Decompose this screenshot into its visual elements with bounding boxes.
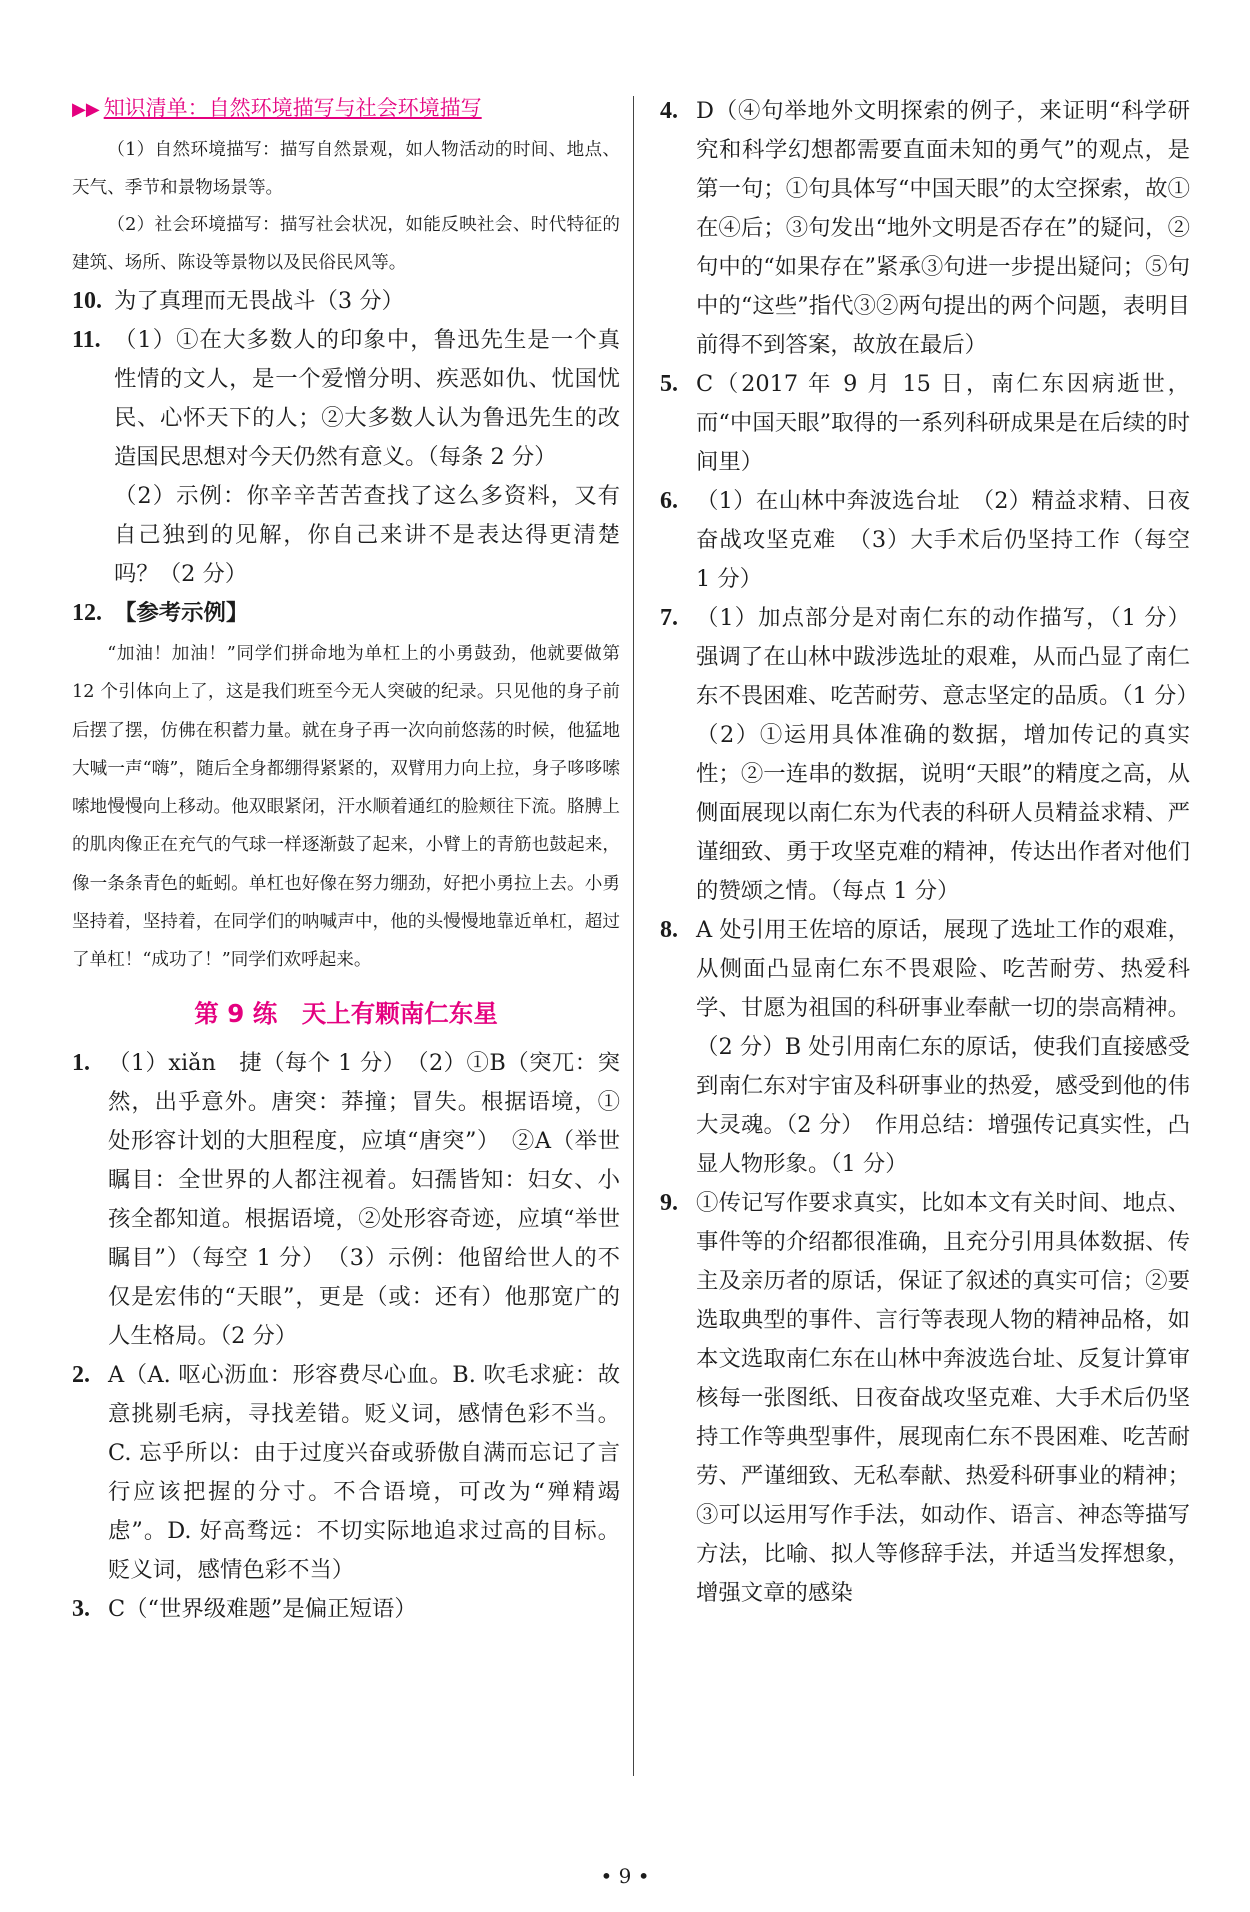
answer-number: 8. [660, 917, 678, 943]
reference-essay: “加油！加油！”同学们拼命地为单杠上的小勇鼓劲，他就要做第 12 个引体向上了，这是我们班至今无人突破的纪录。只见他的身子前后摆了摆，仿佛在积蓄力量。就在身子再一次向前悠荡的时候，他猛地大喊一声“嗨”，随后全身都绷得紧紧的，双臂用力向上拉，身子哆哆嗦嗦地慢慢向上移动。他双眼紧闭，汗水顺着通红的脸颊往下流。胳膊上的肌肉像正在充气的气球一样逐渐鼓了起来，小臂上的青筋也鼓起来，像一条条青色的蚯蚓。单杠也好像在努力绷劲，好把小勇拉上去。小勇坚持着，坚持着，在同学们的呐喊声中，他的头慢慢地靠近单杠，超过了单杠！“成功了！”同学们欢呼起来。 [72, 644, 620, 971]
answer-9 [660, 1184, 1190, 1613]
answer-4 [660, 92, 1190, 365]
double-arrow-icon: ▶▶ [72, 99, 100, 120]
left-column [72, 92, 620, 1629]
answer-number: 11. [72, 327, 101, 353]
answer-part-1: （1）加点部分是对南仁东的动作描写，（1 分）强调了在山林中跋涉选址的艰难，从而凸显了南仁东不畏困难、吃苦耐劳、意志坚定的品质。（1 分） [696, 605, 1199, 709]
answer-1 [72, 1044, 620, 1356]
answer-text: A（A. 呕心沥血：形容费尽心血。B. 吹毛求疵：故意挑剔毛病，寻找差错。贬义词，感情色彩不当。C. 忘乎所以：由于过度兴奋或骄傲自满而忘记了言行应该把握的分寸。不合语境，可改为“殚精竭虑”。D. 好高骛远：不切实际地追求过高的目标。贬义词，感情色彩不当） [108, 1361, 620, 1583]
answer-text: A 处引用王佐培的原话，展现了选址工作的艰难，从侧面凸显南仁东不畏艰险、吃苦耐劳、热爱科学、甘愿为祖国的科研事业奉献一切的崇高精神。（2 分）B 处引用南仁东的原话，使我们直接感受到南仁东对宇宙及科研事业的热爱，感受到他的伟大灵魂。（2 分） 作用总结：增强传记真实性，凸显人物形象。（1 分） [696, 917, 1190, 1177]
answer-8 [660, 911, 1190, 1184]
answer-number: 6. [660, 488, 678, 514]
answer-6 [660, 482, 1190, 599]
page-number: • 9 • [600, 1864, 650, 1888]
knowledge-paragraph-1: （1）自然环境描写：描写自然景观，如人物活动的时间、地点、天气、季节和景物场景等。 [72, 140, 620, 198]
answer-number: 9. [660, 1190, 678, 1216]
answer-number: 12. [72, 600, 102, 626]
answer-text: D（④句举地外文明探索的例子，来证明“科学研究和科学幻想都需要直面未知的勇气”的观点，是第一句；①句具体写“中国天眼”的太空探索，故①在④后；③句发出“地外文明是否存在”的疑问，②句中的“如果存在”紧承③句进一步提出疑问；⑤句中的“这些”指代③②两句提出的两个问题，表明目前得不到答案，故放在最后） [696, 98, 1190, 358]
answer-2 [72, 1356, 620, 1590]
reference-example-heading: 【参考示例】 [114, 600, 249, 626]
answer-text: （1）在山林中奔波选台址 （2）精益求精、日夜奋战攻坚克难 （3）大手术后仍坚持工作（每空 1 分） [696, 488, 1190, 592]
knowledge-title-text: 知识清单：自然环境描写与社会环境描写 [103, 96, 482, 120]
answer-part-2: （2）示例：你辛辛苦苦查找了这么多资料，又有自己独到的见解，你自己来讲不是表达得更清楚吗？（2 分） [114, 483, 620, 587]
answer-12 [72, 594, 620, 633]
answer-text: ①传记写作要求真实，比如本文有关时间、地点、事件等的介绍都很准确，且充分引用具体数据、传主及亲历者的原话，保证了叙述的真实可信；②要选取典型的事件、言行等表现人物的精神品格，如本文选取南仁东在山林中奔波选台址、反复计算审核每一张图纸、日夜奋战攻坚克难、大手术后仍坚持工作等典型事件，展现南仁东不畏困难、吃苦耐劳、严谨细致、无私奉献、热爱科研事业的精神；③可以运用写作手法，如动作、语言、神态等描写方法，比喻、拟人等修辞手法，并适当发挥想象，增强文章的感染 [696, 1190, 1190, 1606]
answer-text: （1）xiǎn 捷（每个 1 分） （2）①B（突兀：突然，出乎意外。唐突：莽撞；冒失。根据语境，①处形容计划的大胆程度，应填“唐突”） ②A（举世瞩目：全世界的人都注视着。妇孺皆知：妇女、小孩全都知道。根据语境，②处形容奇迹，应填“举世瞩目”）（每空 1 分） （3）示例：他留给世人的不仅是宏伟的“天眼”，更是（或：还有）他那宽广的人生格局。（2 分） [108, 1049, 620, 1349]
answer-text: C（2017 年 9 月 15 日，南仁东因病逝世，而“中国天眼”取得的一系列科研成果是在后续的时间里） [696, 371, 1190, 475]
answer-text: C（“世界级难题”是偏正短语） [108, 1595, 417, 1622]
knowledge-list-title [72, 92, 620, 126]
answer-10 [72, 282, 620, 321]
answer-3 [72, 1590, 620, 1629]
right-column [660, 92, 1199, 1613]
answer-number: 5. [660, 371, 678, 397]
section-title: 第 9 练 天上有颗南仁东星 [194, 998, 498, 1028]
knowledge-paragraph-2: （2）社会环境描写：描写社会状况，如能反映社会、时代特征的建筑、场所、陈设等景物以及民俗民风等。 [72, 215, 620, 273]
answer-number: 2. [72, 1361, 90, 1388]
answer-text: 为了真理而无畏战斗（3 分） [114, 288, 405, 314]
answer-number: 4. [660, 98, 678, 124]
answer-number: 7. [660, 605, 678, 631]
answer-number: 3. [72, 1595, 90, 1622]
answer-5 [660, 365, 1190, 482]
answer-7 [660, 599, 1199, 911]
column-divider [633, 96, 634, 1776]
answer-number: 10. [72, 288, 102, 314]
answer-11 [72, 321, 620, 594]
answer-part-2: （2）①运用具体准确的数据，增加传记的真实性；②一连串的数据，说明“天眼”的精度之高，从侧面展现以南仁东为代表的科研人员精益求精、严谨细致、勇于攻坚克难的精神，传达出作者对他们的赞颂之情。（每点 1 分） [696, 722, 1190, 904]
answer-part-1: （1）①在大多数人的印象中，鲁迅先生是一个真性情的文人，是一个爱憎分明、疾恶如仇、忧国忧民、心怀天下的人；②大多数人认为鲁迅先生的改造国民思想对今天仍然有意义。（每条 2 分） [114, 327, 620, 470]
answer-number: 1. [72, 1049, 90, 1076]
